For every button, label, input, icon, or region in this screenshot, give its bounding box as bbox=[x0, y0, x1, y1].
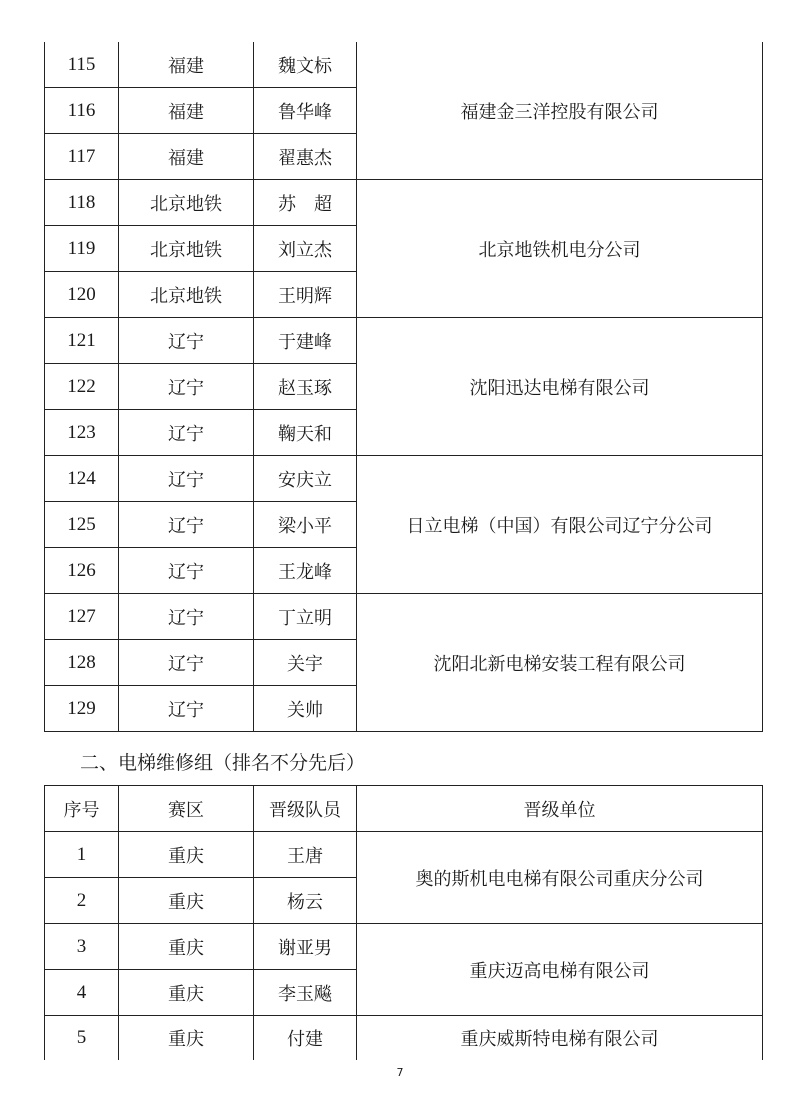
row-number: 120 bbox=[45, 272, 119, 318]
table-row bbox=[45, 924, 763, 970]
member-name-cell: 付建 bbox=[254, 1016, 357, 1061]
page-number: 7 bbox=[396, 1066, 404, 1079]
company-cell: 奥的斯机电电梯有限公司重庆分公司 bbox=[357, 832, 763, 924]
row-number: 127 bbox=[45, 594, 119, 640]
member-name-cell: 赵玉琢 bbox=[254, 364, 357, 410]
row-number: 128 bbox=[45, 640, 119, 686]
row-number: 125 bbox=[45, 502, 119, 548]
promotion-table-installation bbox=[44, 42, 763, 732]
region-cell: 辽宁 bbox=[119, 410, 254, 456]
row-number: 1 bbox=[45, 832, 119, 878]
member-name-cell: 鞠天和 bbox=[254, 410, 357, 456]
region-cell: 辽宁 bbox=[119, 502, 254, 548]
member-name-cell: 魏文标 bbox=[254, 42, 357, 88]
member-name-cell: 于建峰 bbox=[254, 318, 357, 364]
promotion-table-maintenance bbox=[44, 785, 763, 1060]
region-cell: 北京地铁 bbox=[119, 180, 254, 226]
member-name-cell: 王明辉 bbox=[254, 272, 357, 318]
row-number: 4 bbox=[45, 970, 119, 1016]
member-name-cell: 鲁华峰 bbox=[254, 88, 357, 134]
member-name-cell: 翟惠杰 bbox=[254, 134, 357, 180]
table-header-row bbox=[45, 786, 763, 832]
company-cell: 沈阳北新电梯安装工程有限公司 bbox=[357, 594, 763, 732]
member-name-cell: 苏 超 bbox=[254, 180, 357, 226]
region-cell: 辽宁 bbox=[119, 318, 254, 364]
company-cell: 沈阳迅达电梯有限公司 bbox=[357, 318, 763, 456]
region-cell: 重庆 bbox=[119, 1016, 254, 1061]
region-cell: 福建 bbox=[119, 42, 254, 88]
row-number: 126 bbox=[45, 548, 119, 594]
row-number: 123 bbox=[45, 410, 119, 456]
row-number: 3 bbox=[45, 924, 119, 970]
company-cell: 福建金三洋控股有限公司 bbox=[357, 42, 763, 180]
region-cell: 辽宁 bbox=[119, 640, 254, 686]
company-cell: 重庆迈高电梯有限公司 bbox=[357, 924, 763, 1016]
row-number: 118 bbox=[45, 180, 119, 226]
row-number: 122 bbox=[45, 364, 119, 410]
region-cell: 重庆 bbox=[119, 924, 254, 970]
member-name-cell: 安庆立 bbox=[254, 456, 357, 502]
region-cell: 辽宁 bbox=[119, 594, 254, 640]
table-row bbox=[45, 318, 763, 364]
row-number: 124 bbox=[45, 456, 119, 502]
row-number: 117 bbox=[45, 134, 119, 180]
member-name-cell: 李玉飚 bbox=[254, 970, 357, 1016]
column-header-region: 赛区 bbox=[119, 786, 254, 832]
member-name-cell: 梁小平 bbox=[254, 502, 357, 548]
row-number: 119 bbox=[45, 226, 119, 272]
member-name-cell: 杨云 bbox=[254, 878, 357, 924]
region-cell: 福建 bbox=[119, 88, 254, 134]
member-name-cell: 王龙峰 bbox=[254, 548, 357, 594]
column-header-member: 晋级队员 bbox=[254, 786, 357, 832]
member-name-cell: 王唐 bbox=[254, 832, 357, 878]
table-row bbox=[45, 456, 763, 502]
region-cell: 辽宁 bbox=[119, 364, 254, 410]
region-cell: 福建 bbox=[119, 134, 254, 180]
row-number: 2 bbox=[45, 878, 119, 924]
row-number: 115 bbox=[45, 42, 119, 88]
region-cell: 北京地铁 bbox=[119, 226, 254, 272]
region-cell: 重庆 bbox=[119, 970, 254, 1016]
table-row bbox=[45, 832, 763, 878]
member-name-cell: 谢亚男 bbox=[254, 924, 357, 970]
company-cell: 重庆威斯特电梯有限公司 bbox=[357, 1016, 763, 1061]
table-row bbox=[45, 1016, 763, 1061]
member-name-cell: 关宇 bbox=[254, 640, 357, 686]
member-name-cell: 刘立杰 bbox=[254, 226, 357, 272]
row-number: 129 bbox=[45, 686, 119, 732]
table-row bbox=[45, 180, 763, 226]
region-cell: 辽宁 bbox=[119, 548, 254, 594]
section-heading: 二、电梯维修组（排名不分先后） bbox=[80, 752, 366, 774]
row-number: 116 bbox=[45, 88, 119, 134]
company-cell: 日立电梯（中国）有限公司辽宁分公司 bbox=[357, 456, 763, 594]
table-row bbox=[45, 42, 763, 88]
region-cell: 北京地铁 bbox=[119, 272, 254, 318]
region-cell: 重庆 bbox=[119, 832, 254, 878]
region-cell: 辽宁 bbox=[119, 686, 254, 732]
region-cell: 辽宁 bbox=[119, 456, 254, 502]
column-header-company: 晋级单位 bbox=[357, 786, 763, 832]
row-number: 5 bbox=[45, 1016, 119, 1061]
member-name-cell: 丁立明 bbox=[254, 594, 357, 640]
region-cell: 重庆 bbox=[119, 878, 254, 924]
member-name-cell: 关帅 bbox=[254, 686, 357, 732]
row-number: 121 bbox=[45, 318, 119, 364]
company-cell: 北京地铁机电分公司 bbox=[357, 180, 763, 318]
column-header-number: 序号 bbox=[45, 786, 119, 832]
table-row bbox=[45, 594, 763, 640]
